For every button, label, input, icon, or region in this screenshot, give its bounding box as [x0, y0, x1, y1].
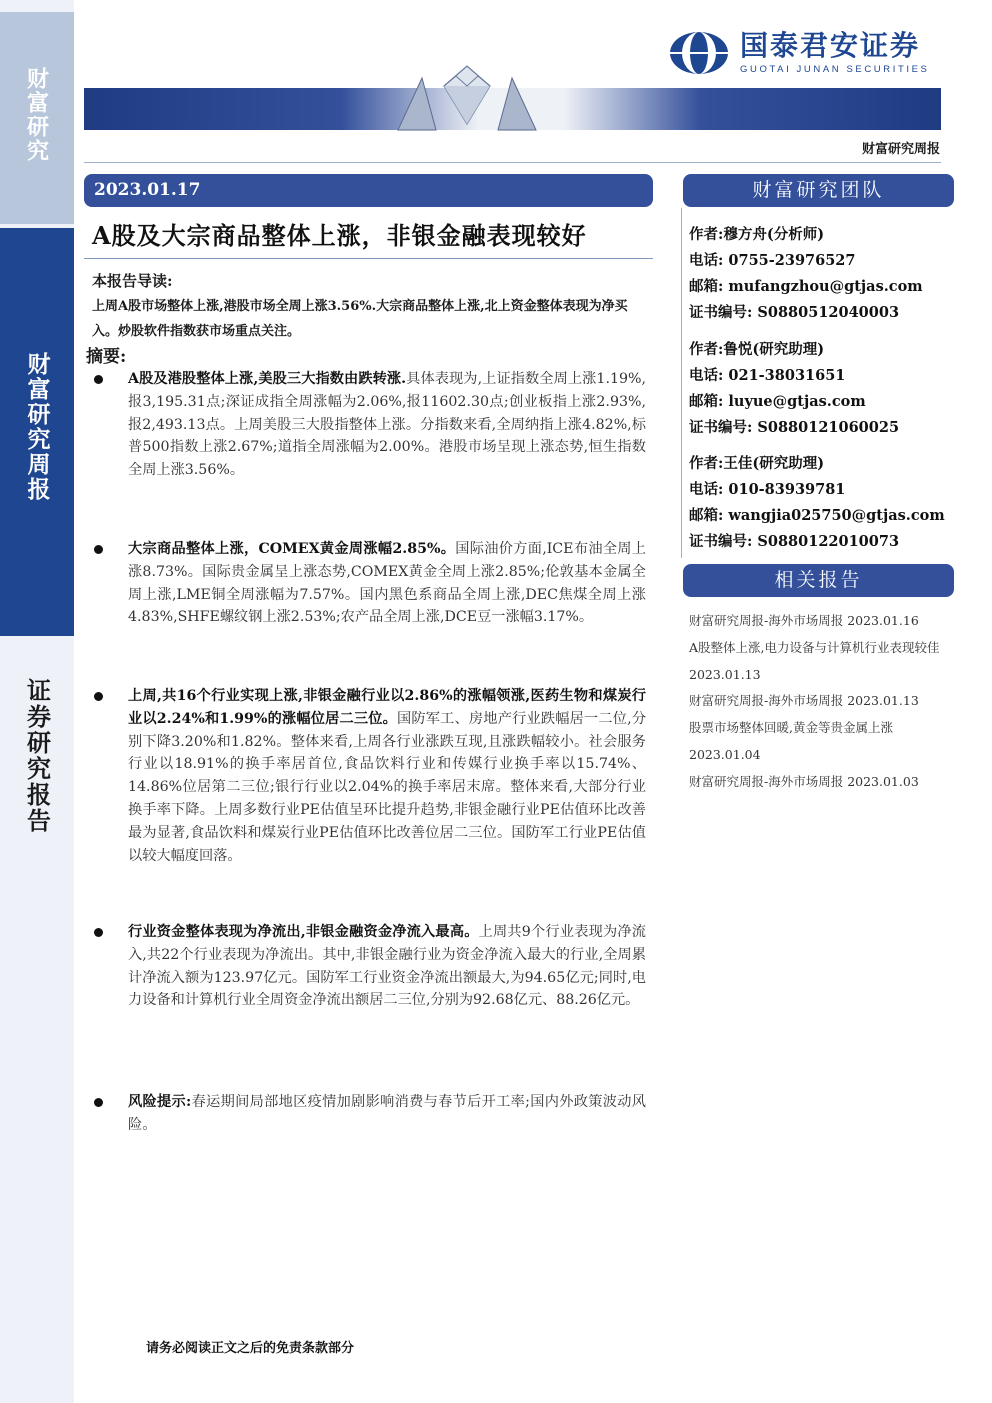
bullet-dot-icon [94, 928, 103, 937]
report-date: 2023.01.17 [94, 180, 201, 200]
author-cert: 证书编号: S0880512040003 [689, 304, 900, 321]
related-heading-bar [683, 564, 954, 597]
sidebar-block-weekly [0, 228, 74, 636]
diamond-icon [392, 60, 542, 132]
bullet-lead: A股及港股整体上涨,美股三大指数由跌转涨. [128, 371, 407, 387]
abstract-bullet [94, 685, 646, 867]
related-report-link[interactable]: 财富研究周报-海外市场周报 2023.01.13 [689, 693, 919, 709]
header-divider [84, 162, 941, 163]
abstract-heading: 摘要: [86, 347, 127, 367]
doc-type-label: 财富研究周报 [861, 142, 940, 157]
report-title: A股及大宗商品整体上涨，非银金融表现较好 [92, 221, 587, 250]
brand-logo [668, 30, 929, 76]
related-report-link[interactable]: 财富研究周报-海外市场周报 2023.01.16 [689, 613, 919, 628]
author-phone: 电话: 010-83939781 [689, 481, 846, 498]
disclaimer-note: 请务必阅读正文之后的免责条款部分 [146, 1341, 355, 1356]
bullet-body: 国防军工、房地产行业跌幅居一二位,分别下降3.20%和1.82%。整体来看,上周各行业涨跌互现,且涨跌幅较小。社会服务行业以18.91%的换手率居首位,食品饮料行业和传媒行业换手率以15.74%、14.86%位居第二三位;银行行业以2.04%的换手率居末席。整体来看,大部分行业换手率下降。上周多数行业PE估值呈环比提升趋势,非银金融行业PE估值环比改善最为显著,食品饮料和煤炭行业PE估值环比改善位居二三位。国防军工行业PE估值以较大幅度回落。 [128, 710, 647, 864]
author-card [689, 451, 951, 555]
bullet-dot-icon [94, 375, 103, 384]
related-reports-list [689, 608, 957, 796]
brand-name-en: GUOTAI JUNAN SECURITIES [740, 64, 930, 75]
bullet-lead: 行业资金整体表现为净流出,非银金融资金净流入最高。 [128, 924, 479, 940]
sidebar-label-weekly: 财富研究周报 [23, 352, 51, 502]
brand-emblem-icon [668, 30, 730, 76]
team-heading-bar [683, 174, 954, 207]
bullet-lead: 上周,共16个行业实现上涨,非银金融行业以2.86%的涨幅领涨,医药生物和煤炭行业以2.24%和1.99%的涨幅位居二三位。 [128, 688, 646, 727]
related-report-link[interactable]: A股整体上涨,电力设备与计算机行业表现较佳 2023.01.13 [689, 639, 940, 682]
abstract-bullet [94, 368, 646, 482]
sidebar-label-wealth: 财富研究 [23, 67, 50, 163]
bullet-dot-icon [94, 1098, 103, 1107]
title-divider [84, 258, 653, 259]
brand-name-cn: 国泰君安证券 [740, 29, 921, 62]
bullet-body: 春运期间局部地区疫情加剧影响消费与春节后开工率;国内外政策波动风险。 [128, 1094, 646, 1133]
sidebar-block-top [0, 12, 74, 224]
related-report-link[interactable]: 财富研究周报-海外市场周报 2023.01.03 [689, 773, 919, 789]
team-vertical-rule [681, 208, 682, 558]
related-heading: 相关报告 [774, 569, 863, 591]
author-cert: 证书编号: S0880122010073 [689, 533, 900, 550]
bullet-body: 具体表现为,上证指数全周上涨1.19%,报3,195.31点;深证成指全周涨幅为2.06%,报11602.30点;创业板指上涨2.93%,报2,493.13点。上周美股三大股指整体上涨。分指数来看,全周纳指上涨4.82%,标普500指数上涨2.67%;道指全周涨幅为2.00%。港股市场呈现上涨态势,恒生指数全周上涨3.56%。 [128, 371, 646, 479]
author-phone: 电话: 0755-23976527 [689, 252, 856, 269]
author-name: 作者:王佳(研究助理) [689, 455, 825, 472]
bullet-lead: 大宗商品整体上涨，COMEX黄金周涨幅2.85%。 [128, 541, 456, 557]
report-date-bar [84, 174, 653, 207]
author-name: 作者:鲁悦(研究助理) [689, 341, 825, 358]
author-cert: 证书编号: S0880121060025 [689, 419, 900, 436]
bullet-dot-icon [94, 692, 103, 701]
abstract-bullet [94, 921, 646, 1012]
team-heading: 财富研究团队 [752, 179, 885, 201]
sidebar-block-report [0, 678, 74, 848]
bullet-body: 国际油价方面,ICE布油全周上涨8.73%。国际贵金属呈上涨态势,COMEX黄金全周上涨2.85%;伦敦基本金属全周上涨,LME铜全周涨幅为7.57%。国内黑色系商品全周上涨,DEC焦煤全周上涨4.83%,SHFE螺纹钢上涨2.53%;农产品全周上涨,DCE豆一涨幅3.17%。 [128, 541, 646, 626]
author-card [689, 337, 951, 441]
author-name: 作者:穆方舟(分析师) [689, 226, 825, 243]
left-sidebar [0, 0, 74, 1403]
author-card [689, 222, 951, 326]
bullet-dot-icon [94, 545, 103, 554]
sidebar-label-report: 证券研究报告 [22, 678, 52, 834]
bullet-body: 上周共9个行业表现为净流入,共22个行业表现为净流出。其中,非银金融行业为资金净流入最大的行业,全周累计净流入额为123.97亿元。国防军工行业资金净流出额最大,为94.65亿元;同时,电力设备和计算机行业全周资金净流出额居二三位,分别为92.68亿元、88.26亿元。 [128, 924, 646, 1009]
related-report-link[interactable]: 股票市场整体回暖,黄金等贵金属上涨 2023.01.04 [689, 720, 893, 762]
bullet-lead: 风险提示: [128, 1094, 192, 1110]
author-email[interactable]: 邮箱: wangjia025750@gtjas.com [689, 507, 945, 524]
guide-text: 上周A股市场整体上涨,港股市场全周上涨3.56%.大宗商品整体上涨,北上资金整体表现为净买入。炒股软件指数获市场重点关注。 [92, 299, 628, 339]
author-email[interactable]: 邮箱: mufangzhou@gtjas.com [689, 278, 923, 295]
guide-heading: 本报告导读: [92, 272, 173, 290]
author-email[interactable]: 邮箱: luyue@gtjas.com [689, 393, 866, 410]
abstract-bullet [94, 1091, 646, 1137]
author-phone: 电话: 021-38031651 [689, 367, 846, 384]
abstract-bullet [94, 538, 646, 629]
